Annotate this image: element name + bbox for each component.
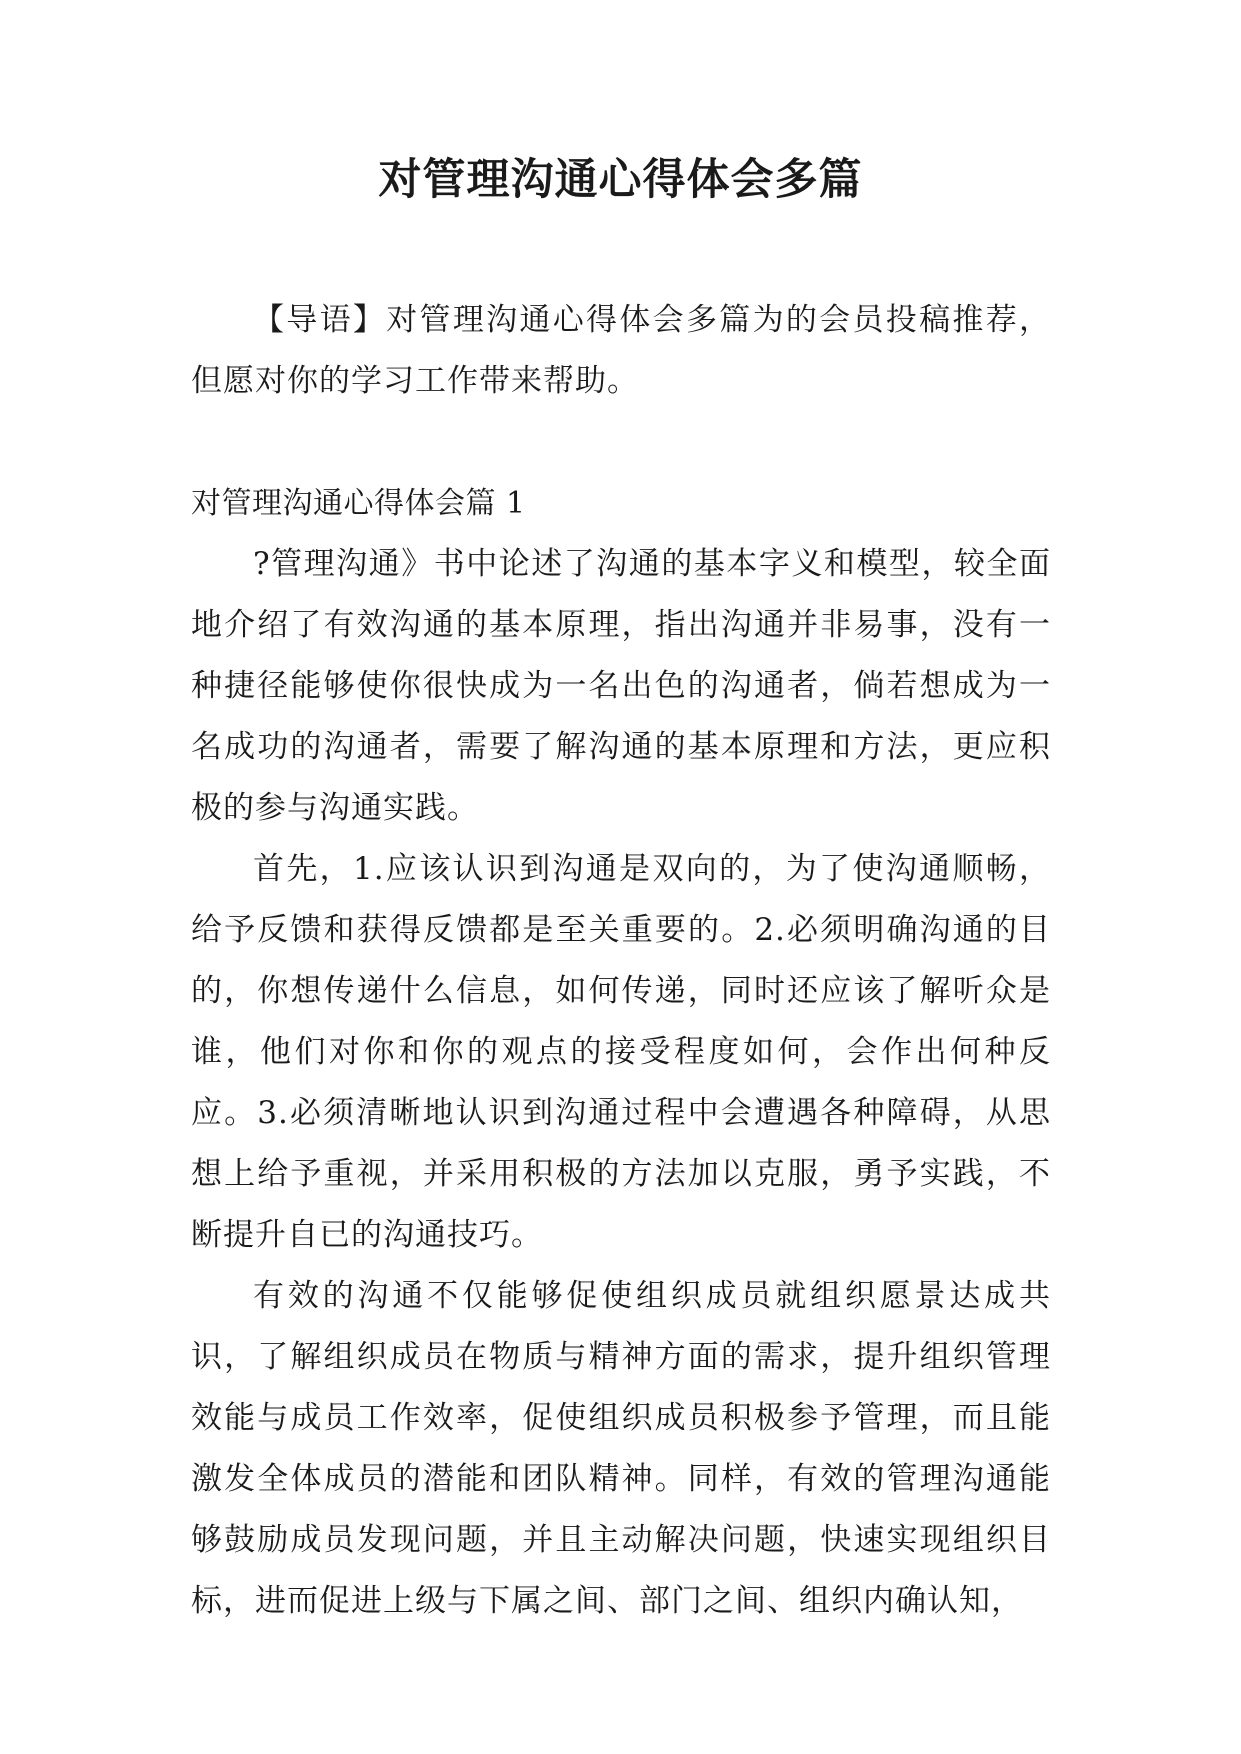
body-paragraph-1: ?管理沟通》书中论述了沟通的基本字义和模型，较全面地介绍了有效沟通的基本原理，指出沟通并非易事，没有一种捷径能够使你很快成为一名出色的沟通者，倘若想成为一名成功的沟通者，需要了解沟通的基本原理和方法，更应积极的参与沟通实践。 — [191, 546, 1051, 826]
intro-paragraph: 【导语】对管理沟通心得体会多篇为的会员投稿推荐，但愿对你的学习工作带来帮助。 — [191, 302, 1051, 399]
document-title: 对管理沟通心得体会多篇 — [378, 155, 863, 205]
section-heading: 对管理沟通心得体会篇 1 — [191, 486, 526, 521]
document-body — [191, 290, 1051, 1632]
body-paragraph-3: 有效的沟通不仅能够促使组织成员就组织愿景达成共识，了解组织成员在物质与精神方面的需求，提升组织管理效能与成员工作效率，促使组织成员积极参予管理，而且能激发全体成员的潜能和团队精神。同样，有效的管理沟通能够鼓励成员发现问题，并且主动解决问题，快速实现组织目标，进而促进上级与下属之间、部门之间、组织内确认知， — [191, 1278, 1051, 1619]
body-paragraph-2: 首先，1.应该认识到沟通是双向的，为了使沟通顺畅，给予反馈和获得反馈都是至关重要的。2.必须明确沟通的目的，你想传递什么信息，如何传递，同时还应该了解听众是谁，他们对你和你的观点的接受程度如何，会作出何种反应。3.必须清晰地认识到沟通过程中会遭遇各种障碍，从思想上给予重视，并采用积极的方法加以克服，勇予实践，不断提升自已的沟通技巧。 — [191, 851, 1051, 1253]
